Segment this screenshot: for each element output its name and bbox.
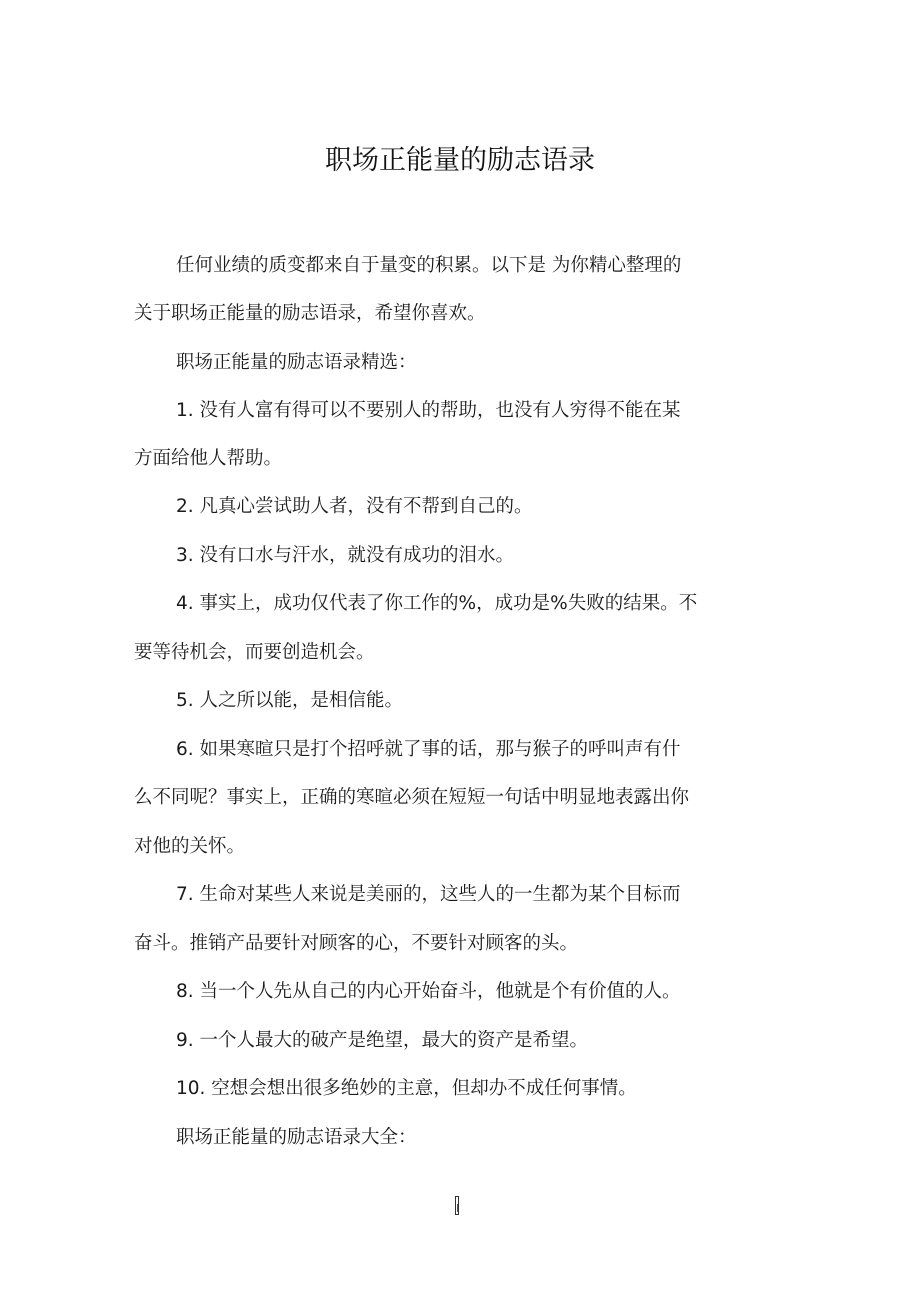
quote-7-line-1: 7. 生命对某些人来说是美丽的，这些人的一生都为某个目标而	[176, 884, 681, 905]
quote-7-line-2: 奋斗。推销产品要针对顾客的心，不要针对顾客的头。	[134, 933, 579, 954]
quote-6-line-1: 6. 如果寒暄只是打个招呼就了事的话，那与猴子的呼叫声有什	[176, 739, 681, 760]
quote-4-line-1: 4. 事实上，成功仅代表了你工作的%，成功是%失败的结果。不	[176, 593, 698, 614]
intro-paragraph-line-1: 任何业绩的质变都来自于量变的积累。以下是 为你精心整理的	[176, 255, 682, 276]
quote-9: 9. 一个人最大的破产是绝望，最大的资产是希望。	[176, 1030, 589, 1051]
page-marker-icon	[455, 1196, 459, 1215]
quote-5: 5. 人之所以能，是相信能。	[176, 690, 404, 711]
quote-3: 3. 没有口水与汗水，就没有成功的泪水。	[176, 545, 515, 566]
document-title: 职场正能量的励志语录	[325, 145, 595, 176]
quote-10: 10. 空想会想出很多绝妙的主意，但却办不成任何事情。	[176, 1078, 637, 1099]
quote-2: 2. 凡真心尝试助人者，没有不帮到自己的。	[176, 496, 533, 517]
quote-8: 8. 当一个人先从自己的内心开始奋斗，他就是个有价值的人。	[176, 981, 681, 1002]
quote-6-line-3: 对他的关怀。	[134, 836, 246, 857]
quote-4-line-2: 要等待机会，而要创造机会。	[134, 642, 375, 663]
quote-1-line-1: 1. 没有人富有得可以不要别人的帮助，也没有人穷得不能在某	[176, 400, 681, 421]
quote-6-line-2: 么不同呢？事实上，正确的寒暄必须在短短一句话中明显地表露出你	[134, 787, 690, 808]
section-heading-selected: 职场正能量的励志语录精选：	[176, 352, 417, 373]
intro-paragraph-line-2: 关于职场正能量的励志语录，希望你喜欢。	[134, 303, 486, 324]
section-heading-collection: 职场正能量的励志语录大全：	[176, 1127, 417, 1148]
quote-1-line-2: 方面给他人帮助。	[134, 448, 283, 469]
